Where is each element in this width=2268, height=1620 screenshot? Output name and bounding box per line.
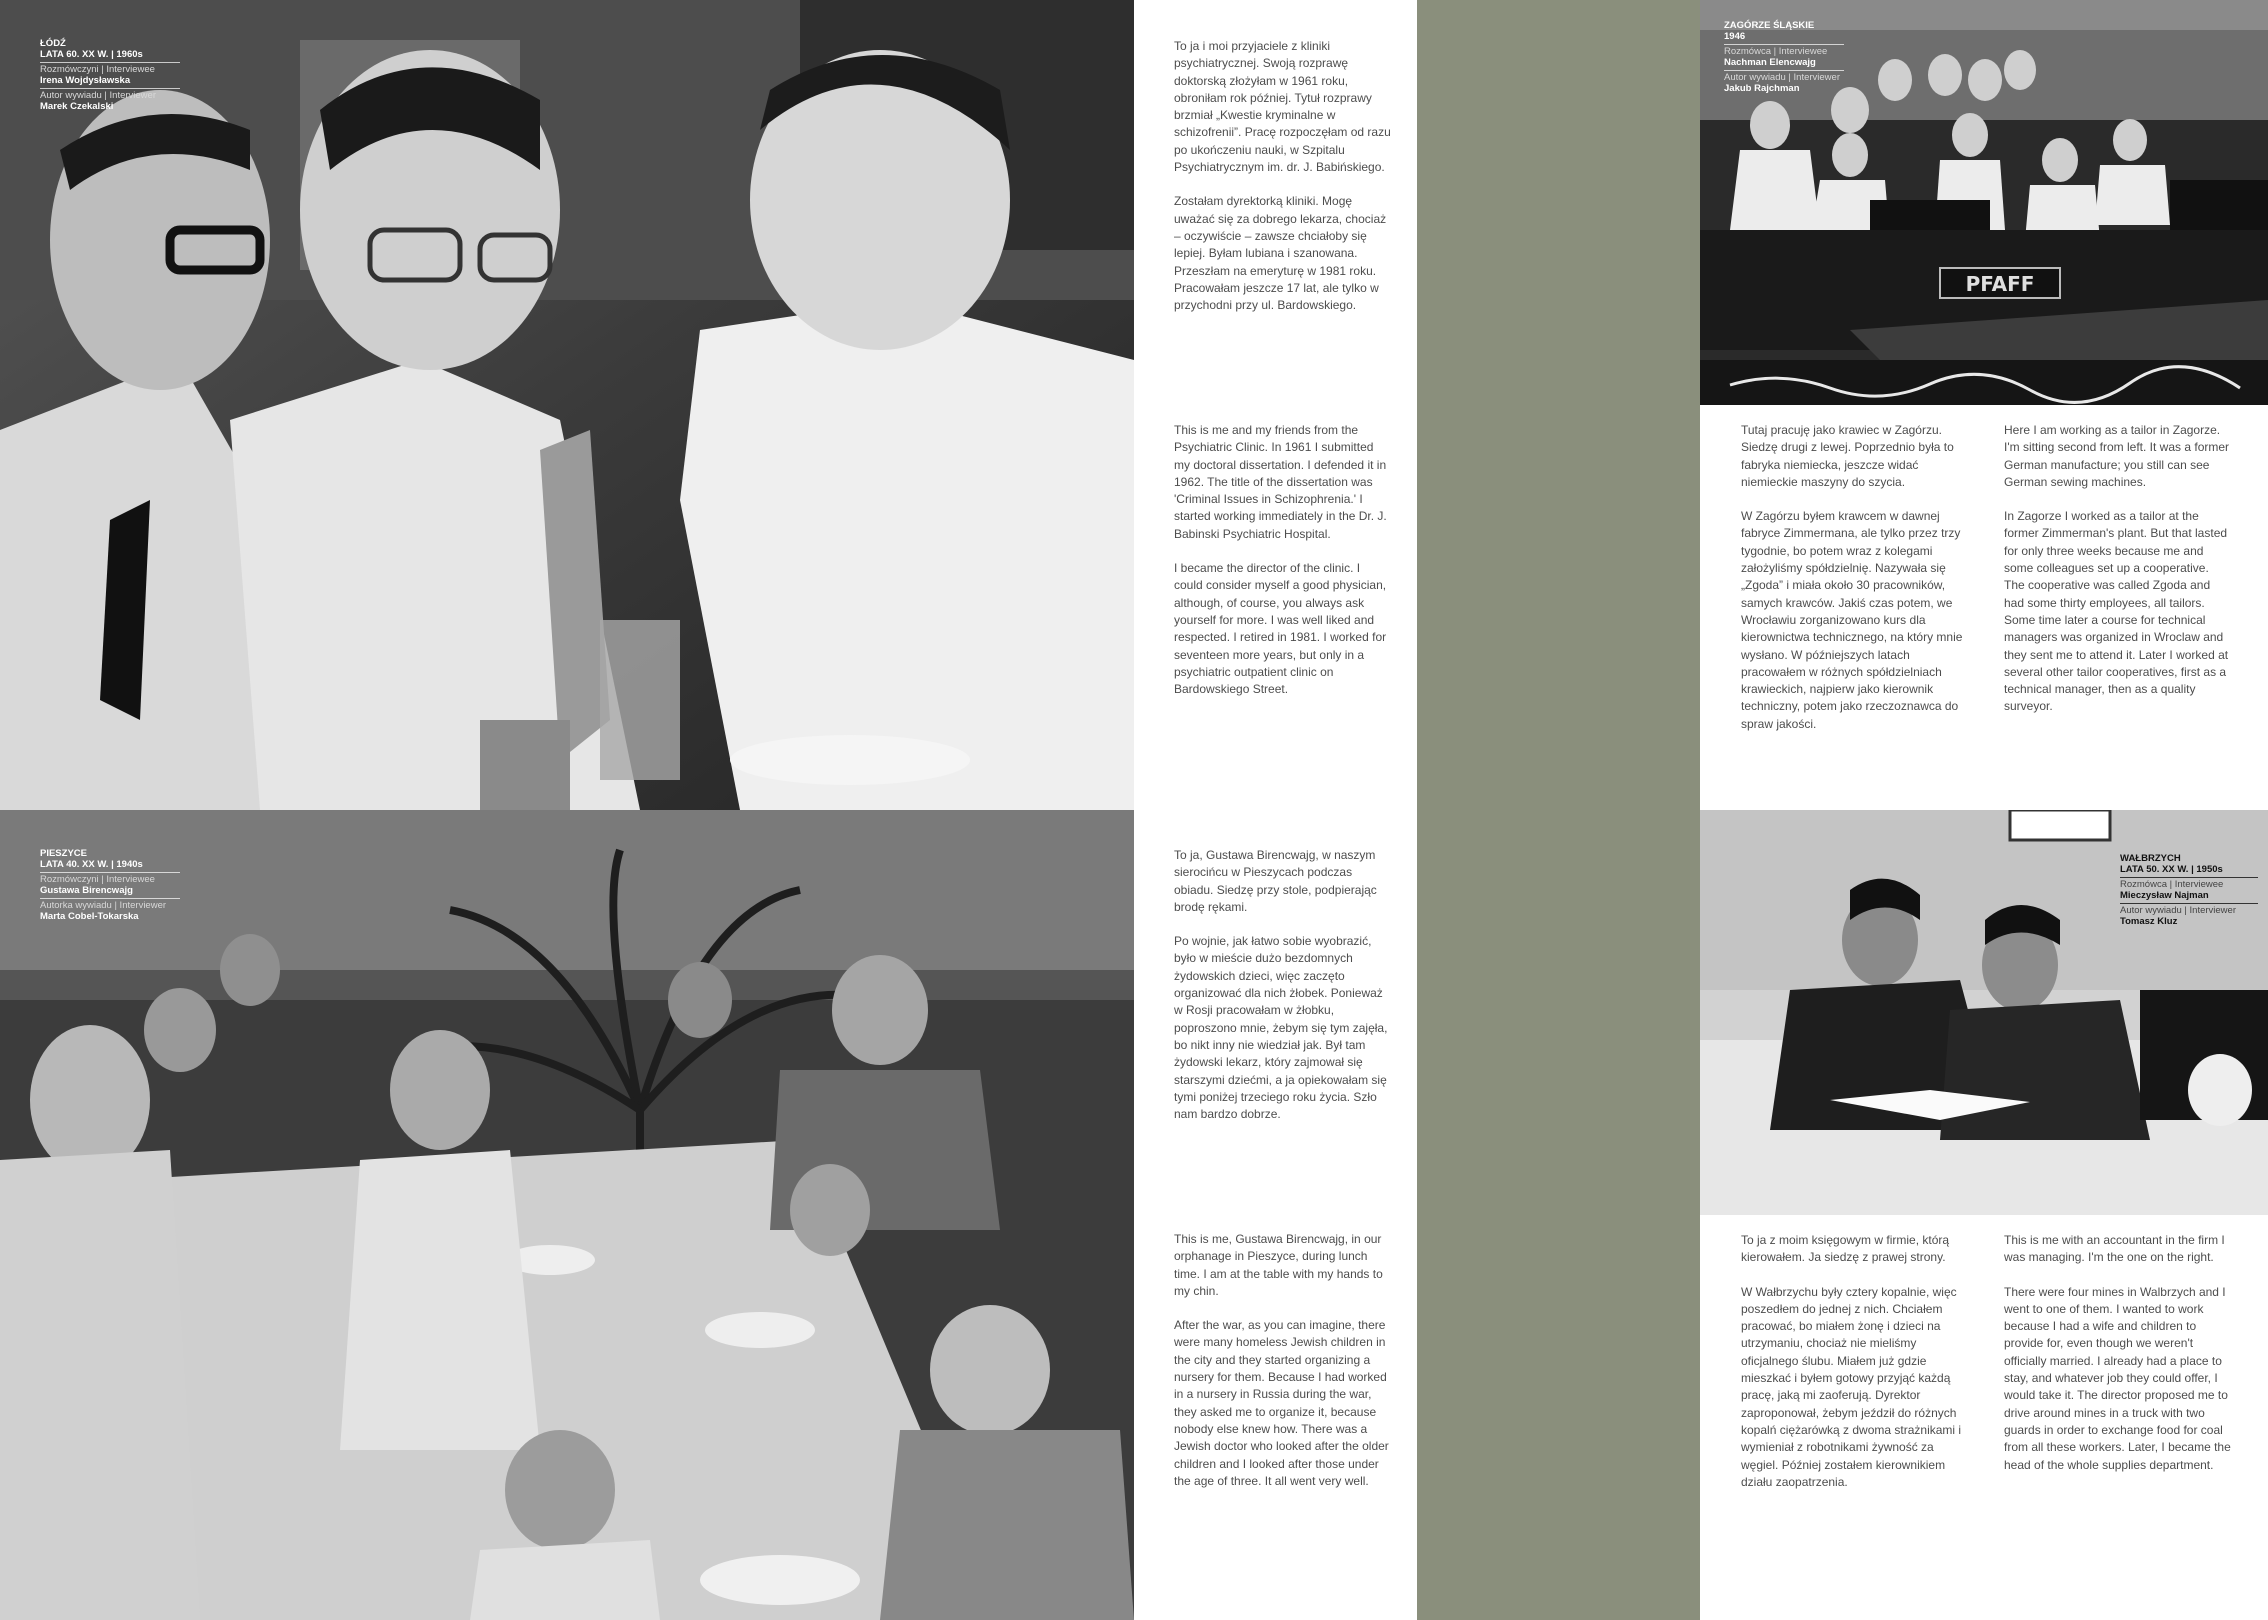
paragraph: To ja z moim księgowym w firmie, którą kierowałem. Ja siedzę z prawej strony. xyxy=(1741,1233,1950,1265)
text-pieszyce-pl xyxy=(1174,847,1392,1140)
paragraph: Po wojnie, jak łatwo sobie wyobrazić, było w mieście dużo bezdomnych żydowskich dzieci, więc zaczęto organizować dla nich żłobek. Ponieważ w Rosji pracowałam w żłobku, poproszono mnie, żebym się tym zajęła, bo nikt inny nie wiedział jak. Był tam żydowski lekarz, który zajmował się starszymi dziećmi, a ja opiekowałam się tymi poniżej trzeciego roku życia. Szło nam bardzo dobrze. xyxy=(1174,934,1388,1122)
caption-interviewee-role: Rozmówca | Interviewee xyxy=(2120,879,2224,890)
paragraph: This is me with an accountant in the firm I was managing. I'm the one on the right. xyxy=(2004,1233,2225,1265)
pfaff-sign: PFAFF xyxy=(1965,272,2035,296)
text-zagorze-pl xyxy=(1741,422,1969,750)
paragraph: After the war, as you can imagine, there were many homeless Jewish children in the city and they started organizing a nursery for them. Because I had worked in a nursery in Russia during the war, they asked me to organize it, because nobody else knew how. There was a Jewish doctor who looked after the older children and I looked after those under the age of three. It all went very well. xyxy=(1174,1318,1389,1488)
caption-lodz xyxy=(40,39,180,112)
photo-lodz-clinic xyxy=(0,0,1134,810)
text-pieszyce-en xyxy=(1174,1231,1392,1507)
caption-interviewer-name: Marta Cobel-Tokarska xyxy=(40,910,139,922)
paragraph: This is me and my friends from the Psychiatric Clinic. In 1961 I submitted my doctoral dissertation. I defended it in 1962. The title of the dissertation was 'Criminal Issues in Schizophrenia.' I started working immediately in the Dr. J. Babinski Psychiatric Hospital. xyxy=(1174,423,1387,541)
text-zagorze-en xyxy=(2004,422,2232,733)
caption-interviewer-name: Marek Czekalski xyxy=(40,100,114,112)
caption-interviewer-role: Autorka wywiadu | Interviewer xyxy=(40,900,167,911)
caption-interviewee-name: Irena Wojdysławska xyxy=(40,76,180,90)
paragraph: Here I am working as a tailor in Zagorze. I'm sitting second from left. It was a former German manufacture; you still can see German sewing machines. xyxy=(2004,423,2230,489)
caption-place: ZAGÓRZE ŚLĄSKIE xyxy=(1724,20,1815,31)
paragraph: W Wałbrzychu były cztery kopalnie, więc poszedłem do jednej z nich. Chciałem pracować, bo miałem żonę i dzieci na utrzymaniu, chociaż nie mieliśmy oficjalnego ślubu. Miałem już gdzie mieszkać i byłem gotowy przyjąć każdą pracę, jaką mi zaoferują. Dyrektor zaproponował, żebym jeździł do różnych kopalń ciężarówką z dwoma strażnikami i wymieniał z robotnikami żywność za węgiel. Później zostałem kierownikiem działu zaopatrzenia. xyxy=(1741,1284,1962,1489)
text-lodz-pl xyxy=(1174,38,1392,331)
caption-era: LATA 40. XX W. | 1940s xyxy=(40,860,180,874)
caption-interviewer-role: Autor wywiadu | Interviewer xyxy=(2120,905,2236,916)
photo-pieszyce-orphanage xyxy=(0,810,1134,1620)
caption-place: PIESZYCE xyxy=(40,848,87,859)
caption-interviewee-role: Rozmówca | Interviewee xyxy=(1724,46,1828,57)
paragraph: To ja i moi przyjaciele z kliniki psychiatrycznej. Swoją rozprawę doktorską złożyłam w 1961 roku, obroniłam rok później. Tytuł rozprawy brzmiał „Kwestie kryminalne w schizofrenii”. Pracę rozpoczęłam od razu po ukończeniu nauki, w Szpitalu Psychiatrycznym im. dr. J. Babińskiego. xyxy=(1174,39,1391,175)
caption-interviewer-role: Autor wywiadu | Interviewer xyxy=(40,90,156,101)
paragraph: Tutaj pracuję jako krawiec w Zagórzu. Siedzę drugi z lewej. Poprzednio była to fabryka niemiecka, jeszcze widać niemieckie maszyny do szycia. xyxy=(1741,423,1954,489)
caption-interviewee-name: Nachman Elencwajg xyxy=(1724,58,1844,72)
caption-era: 1946 xyxy=(1724,32,1844,46)
text-walbrzych-en xyxy=(2004,1232,2232,1491)
paragraph: In Zagorze I worked as a tailor at the former Zimmerman's plant. But that lasted for only three weeks because me and some colleagues set up a cooperative. The cooperative was called Zgoda and had some thirty employees, all tailors. Some time later a course for technical managers was organized in Wroclaw and they sent me to attend it. Later I worked at several other tailor cooperatives, first as a technical manager, then as a quality surveyor. xyxy=(2004,509,2229,714)
caption-era: LATA 50. XX W. | 1950s xyxy=(2120,865,2258,879)
caption-pieszyce xyxy=(40,849,180,922)
caption-walbrzych xyxy=(2120,854,2258,927)
divider-band xyxy=(1417,0,1700,1620)
caption-place: WAŁBRZYCH xyxy=(2120,853,2181,864)
caption-interviewee-name: Gustawa Birencwajg xyxy=(40,886,180,900)
paragraph: Zostałam dyrektorką kliniki. Mogę uważać się za dobrego lekarza, chociaż – oczywiście – zawsze chciałoby się lepiej. Byłam lubiana i szanowana. Przeszłam na emeryturę w 1981 roku. Pracowałam jeszcze 17 lat, ale tylko w przychodni przy ul. Bardowskiego. xyxy=(1174,194,1387,313)
caption-era: LATA 60. XX W. | 1960s xyxy=(40,50,180,64)
paragraph: This is me, Gustawa Birencwajg, in our orphanage in Pieszyce, during lunch time. I am at the table with my hands to my chin. xyxy=(1174,1232,1383,1298)
caption-interviewer-name: Jakub Rajchman xyxy=(1724,82,1800,94)
caption-zagorze xyxy=(1724,21,1844,94)
text-walbrzych-pl xyxy=(1741,1232,1969,1508)
paragraph: To ja, Gustawa Birencwajg, w naszym sierocińcu w Pieszycach podczas obiadu. Siedzę przy stole, podpierając brodę rękami. xyxy=(1174,848,1377,914)
paragraph: W Zagórzu byłem krawcem w dawnej fabryce Zimmermana, ale tylko przez trzy tygodnie, bo potem wraz z kolegami założyliśmy spółdzielnię. Nazywała się „Zgoda” i miała około 30 pracowników, samych krawców. Jakiś czas potem, we Wrocławiu zorganizowano kurs dla kierownictwa technicznego, na który mnie wysłano. W późniejszych latach pracowałem w różnych spółdzielniach krawieckich, najpierw jako kierownik techniczny, potem jako rzeczoznawca do spraw jakości. xyxy=(1741,509,1963,731)
caption-interviewer-role: Autor wywiadu | Interviewer xyxy=(1724,72,1840,83)
caption-interviewer-name: Tomasz Kluz xyxy=(2120,915,2178,927)
caption-place: ŁÓDŹ xyxy=(40,38,66,49)
caption-interviewee-role: Rozmówczyni | Interviewee xyxy=(40,64,155,75)
paragraph: There were four mines in Walbrzych and I went to one of them. I wanted to work because I had a wife and children to provide for, even though we weren't officially married. I already had a place to stay, and whatever job they could offer, I would take it. The director proposed me to drive around mines in a truck with two guards in order to exchange food for coal from all these workers. Later, I became the head of the whole supplies department. xyxy=(2004,1284,2231,1472)
text-lodz-en xyxy=(1174,422,1392,715)
paragraph: I became the director of the clinic. I could consider myself a good physician, although, of course, you always ask yourself for more. I was well liked and respected. I retired in 1981. I worked for seventeen more years, but only in a psychiatric outpatient clinic on Bardowskiego Street. xyxy=(1174,561,1387,697)
caption-interviewee-role: Rozmówczyni | Interviewee xyxy=(40,874,155,885)
caption-interviewee-name: Mieczysław Najman xyxy=(2120,891,2258,905)
